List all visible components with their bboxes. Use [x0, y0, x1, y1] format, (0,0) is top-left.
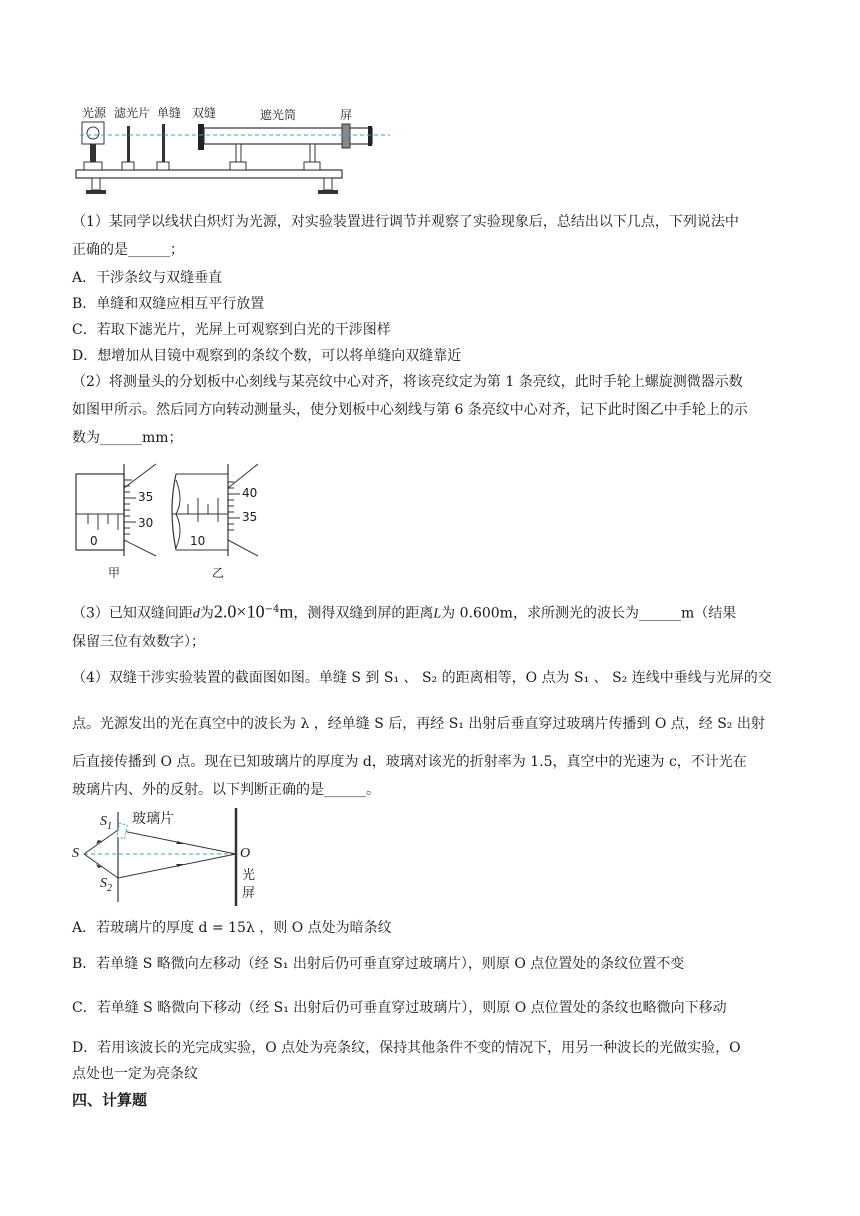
- label-S2: [100, 876, 112, 894]
- q3-part-2: 为: [199, 605, 214, 622]
- q1-option-a: A．干涉条纹与双缝垂直: [72, 270, 223, 286]
- section-title: 四、计算题: [72, 1091, 148, 1109]
- yi-tick-35: 35: [242, 510, 258, 524]
- label-tube: 遮光筒: [260, 108, 297, 122]
- label-screen: 屏: [340, 108, 353, 122]
- q1-option-d: D．想增加从目镜中观察到的条纹个数，可以将单缝向双缝靠近: [72, 348, 462, 364]
- q3-value: 2.0×10: [213, 601, 265, 622]
- jia-tick-35: 35: [138, 490, 154, 504]
- q2-line-1: （2）将测量头的分划板中心刻线与某亮纹中心对齐，将该亮纹定为第 1 条亮纹，此时手轮上螺旋测微器示数: [72, 374, 743, 390]
- label-yi: 乙: [212, 566, 225, 580]
- label-jia: 甲: [108, 566, 121, 580]
- label-S: S: [72, 846, 79, 861]
- q4-option-d-line-1: D．若用该波长的光完成实验，O 点处为亮条纹，保持其他条件不变的情况下，用另一种波长的光做实验，O: [72, 1040, 741, 1056]
- label-glass: 玻璃片: [132, 811, 174, 827]
- q3-part-4: 为 0.600m，求所测光的波长为______m（结果: [441, 605, 737, 622]
- label-S1-main: S: [100, 814, 107, 829]
- q4-line-3: 后直接传播到 O 点。现在已知玻璃片的厚度为 d，玻璃对该光的折射率为 1.5，真空中的光速为 c，不计光在: [72, 754, 747, 770]
- apparatus-drawing: [72, 100, 392, 200]
- jia-tick-30: 30: [138, 516, 154, 530]
- label-S2-main: S: [100, 876, 107, 891]
- label-single-slit: 单缝: [157, 106, 182, 120]
- micrometer-figure: [72, 460, 272, 580]
- q3-d: d: [192, 606, 200, 622]
- label-screen-1: 光: [242, 868, 256, 883]
- label-filter: 滤光片: [114, 106, 151, 120]
- q4-option-d-line-2: 点处也一定为亮条纹: [72, 1066, 198, 1082]
- q1-stem-line-2: 正确的是______；: [72, 242, 184, 258]
- q2-line-2: 如图甲所示。然后同方向转动测量头，使分划板中心刻线与第 6 条亮纹中心对齐，记下此时图乙中手轮上的示: [72, 402, 748, 418]
- q1-stem-line-1: （1）某同学以线状白炽灯为光源，对实验装置进行调节并观察了实验现象后，总结出以下几点，下列说法中: [72, 214, 739, 230]
- apparatus-figure: [72, 100, 392, 200]
- q4-line-1: （4）双缝干涉实验装置的截面图如图。单缝 S 到 S₁ 、 S₂ 的距离相等，O 点为 S₁ 、 S₂ 连线中垂线与光屏的交: [72, 670, 772, 686]
- q4-option-c: C．若单缝 S 略微向下移动（经 S₁ 出射后仍可垂直穿过玻璃片），则原 O 点位置处的条纹也略微向下移动: [72, 1000, 727, 1016]
- q1-option-b: B．单缝和双缝应相互平行放置: [72, 296, 265, 312]
- q3-part-1: （3）已知双缝间距: [72, 605, 193, 622]
- label-double-slit: 双缝: [192, 106, 217, 120]
- label-O: O: [240, 846, 251, 861]
- double-slit-section-figure: [72, 806, 282, 910]
- q4-option-a: A．若玻璃片的厚度 d = 15λ ，则 O 点处为暗条纹: [72, 920, 392, 936]
- label-light-source: 光源: [82, 106, 107, 120]
- q3-exponent: −4: [264, 604, 280, 615]
- q4-option-b: B．若单缝 S 略微向左移动（经 S₁ 出射后仍可垂直穿过玻璃片），则原 O 点位置处的条纹位置不变: [72, 956, 685, 972]
- q3-part-3: ，测得双缝到屏的距离: [293, 605, 434, 622]
- q1-option-c: C．若取下滤光片，光屏上可观察到白光的干涉图样: [72, 322, 391, 338]
- jia-main-0: 0: [90, 534, 98, 548]
- q3-unit: m: [279, 601, 294, 622]
- q3-line-1: [72, 600, 736, 625]
- label-screen-2: 屏: [242, 886, 256, 901]
- yi-main-10: 10: [190, 534, 206, 548]
- label-S1: [100, 814, 112, 832]
- q3-line-2: 保留三位有效数字）；: [72, 634, 205, 650]
- q4-line-2: 点。光源发出的光在真空中的波长为 λ ，经单缝 S 后，再经 S₁ 出射后垂直穿过玻璃片传播到 O 点，经 S₂ 出射: [72, 716, 765, 732]
- yi-tick-40: 40: [242, 486, 258, 500]
- label-S2-sub: 2: [107, 882, 112, 894]
- q2-line-3: 数为______mm；: [72, 430, 183, 446]
- label-S1-sub: 1: [107, 820, 112, 832]
- q3-L: L: [433, 606, 442, 622]
- q4-line-4: 玻璃片内、外的反射。以下判断正确的是______。: [72, 782, 380, 798]
